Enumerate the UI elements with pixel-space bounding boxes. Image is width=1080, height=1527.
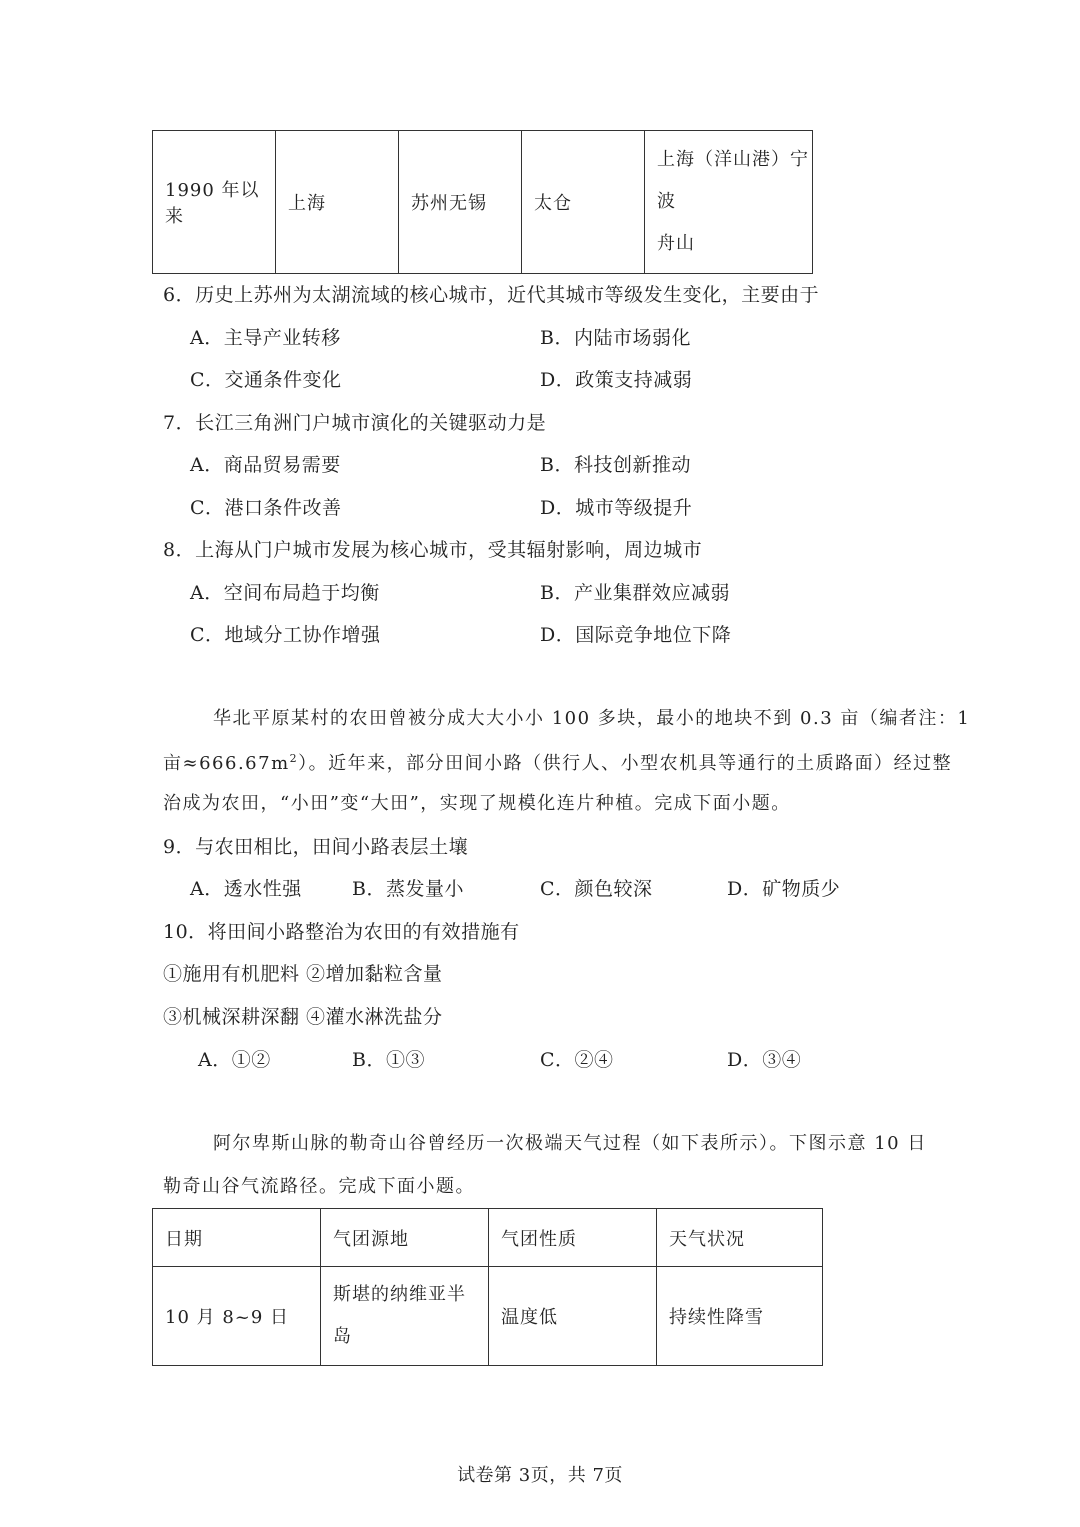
question-10-option-a[interactable]: A．①② xyxy=(198,1049,271,1071)
question-8-stem: 8．上海从门户城市发展为核心城市，受其辐射影响，周边城市 xyxy=(163,539,703,561)
unit-superscript: 2 xyxy=(289,752,299,765)
question-9-stem: 9．与农田相比，田间小路表层土壤 xyxy=(163,836,469,858)
question-9-option-a[interactable]: A．透水性强 xyxy=(190,878,302,900)
question-10-items-line-1: ①施用有机肥料 ②增加黏粒含量 xyxy=(163,963,443,985)
header-weather: 天气状况 xyxy=(657,1209,823,1267)
header-source: 气团源地 xyxy=(321,1209,489,1267)
question-9-option-d[interactable]: D．矿物质少 xyxy=(727,878,841,900)
table-row xyxy=(153,1267,823,1366)
gateway-line: 波 xyxy=(657,191,676,212)
date-cell: 10 月 8~9 日 xyxy=(153,1267,321,1366)
question-8-option-c[interactable]: C．地域分工协作增强 xyxy=(190,624,381,646)
passage-2-line-3: 治成为农田，“小田”变“大田”，实现了规模化连片种植。完成下面小题。 xyxy=(163,793,791,814)
nature-cell: 温度低 xyxy=(489,1267,657,1366)
header-date: 日期 xyxy=(153,1209,321,1267)
core-city-cell: 上海 xyxy=(276,131,399,274)
weather-process-table xyxy=(152,1208,823,1366)
question-6-stem: 6．历史上苏州为太湖流域的核心城市，近代其城市等级发生变化，主要由于 xyxy=(163,284,820,306)
passage-3-line-2: 勒奇山谷气流路径。完成下面小题。 xyxy=(163,1176,475,1197)
gateway-line: 舟山 xyxy=(657,233,695,254)
question-10-option-b[interactable]: B．①③ xyxy=(352,1049,425,1071)
question-10-option-d[interactable]: D．③④ xyxy=(727,1049,802,1071)
passage-3-line-1: 阿尔卑斯山脉的勒奇山谷曾经历一次极端天气过程（如下表所示）。下图示意 10 日 xyxy=(213,1133,927,1154)
third-city-cell: 太仓 xyxy=(522,131,645,274)
source-line: 岛 xyxy=(333,1326,352,1347)
question-9-option-b[interactable]: B．蒸发量小 xyxy=(352,878,464,900)
question-8-option-b[interactable]: B．产业集群效应减弱 xyxy=(540,582,730,604)
city-evolution-table xyxy=(152,130,813,274)
gateway-city-cell xyxy=(645,131,813,274)
passage-2-line-2-pre: 亩≈666.67m xyxy=(163,753,290,774)
question-9-option-c[interactable]: C．颜色较深 xyxy=(540,878,653,900)
source-line: 斯堪的纳维亚半 xyxy=(333,1284,466,1305)
table-header-row xyxy=(153,1209,823,1267)
passage-2-line-1: 华北平原某村的农田曾被分成大大小小 100 多块，最小的地块不到 0.3 亩（编者注：1 xyxy=(213,708,971,729)
passage-2-line-2-post: ）。近年来，部分田间小路（供行人、小型农机具等通行的土质路面）经过整 xyxy=(298,753,953,774)
period-cell: 1990 年以来 xyxy=(153,131,276,274)
question-7-option-d[interactable]: D．城市等级提升 xyxy=(540,497,693,519)
question-8-option-d[interactable]: D．国际竞争地位下降 xyxy=(540,624,732,646)
question-8-option-a[interactable]: A．空间布局趋于均衡 xyxy=(190,582,380,604)
question-10-option-c[interactable]: C．②④ xyxy=(540,1049,614,1071)
question-7-option-c[interactable]: C．港口条件改善 xyxy=(190,497,342,519)
secondary-city-cell: 苏州无锡 xyxy=(399,131,522,274)
question-6-option-b[interactable]: B．内陆市场弱化 xyxy=(540,327,691,349)
gateway-line: 上海（洋山港）宁 xyxy=(657,149,809,170)
question-6-option-d[interactable]: D．政策支持减弱 xyxy=(540,369,693,391)
question-7-option-b[interactable]: B．科技创新推动 xyxy=(540,454,691,476)
passage-2-line-2 xyxy=(163,753,952,773)
table-row xyxy=(153,131,813,274)
question-7-stem: 7．长江三角洲门户城市演化的关键驱动力是 xyxy=(163,412,547,434)
weather-cell: 持续性降雪 xyxy=(657,1267,823,1366)
question-10-items-line-2: ③机械深耕深翻 ④灌水淋洗盐分 xyxy=(163,1006,443,1028)
question-6-option-c[interactable]: C．交通条件变化 xyxy=(190,369,342,391)
header-nature: 气团性质 xyxy=(489,1209,657,1267)
source-cell xyxy=(321,1267,489,1366)
question-10-stem: 10．将田间小路整治为农田的有效措施有 xyxy=(163,921,520,943)
page-footer: 试卷第 3页，共 7页 xyxy=(457,1465,623,1486)
question-7-option-a[interactable]: A．商品贸易需要 xyxy=(190,454,341,476)
question-6-option-a[interactable]: A．主导产业转移 xyxy=(190,327,341,349)
